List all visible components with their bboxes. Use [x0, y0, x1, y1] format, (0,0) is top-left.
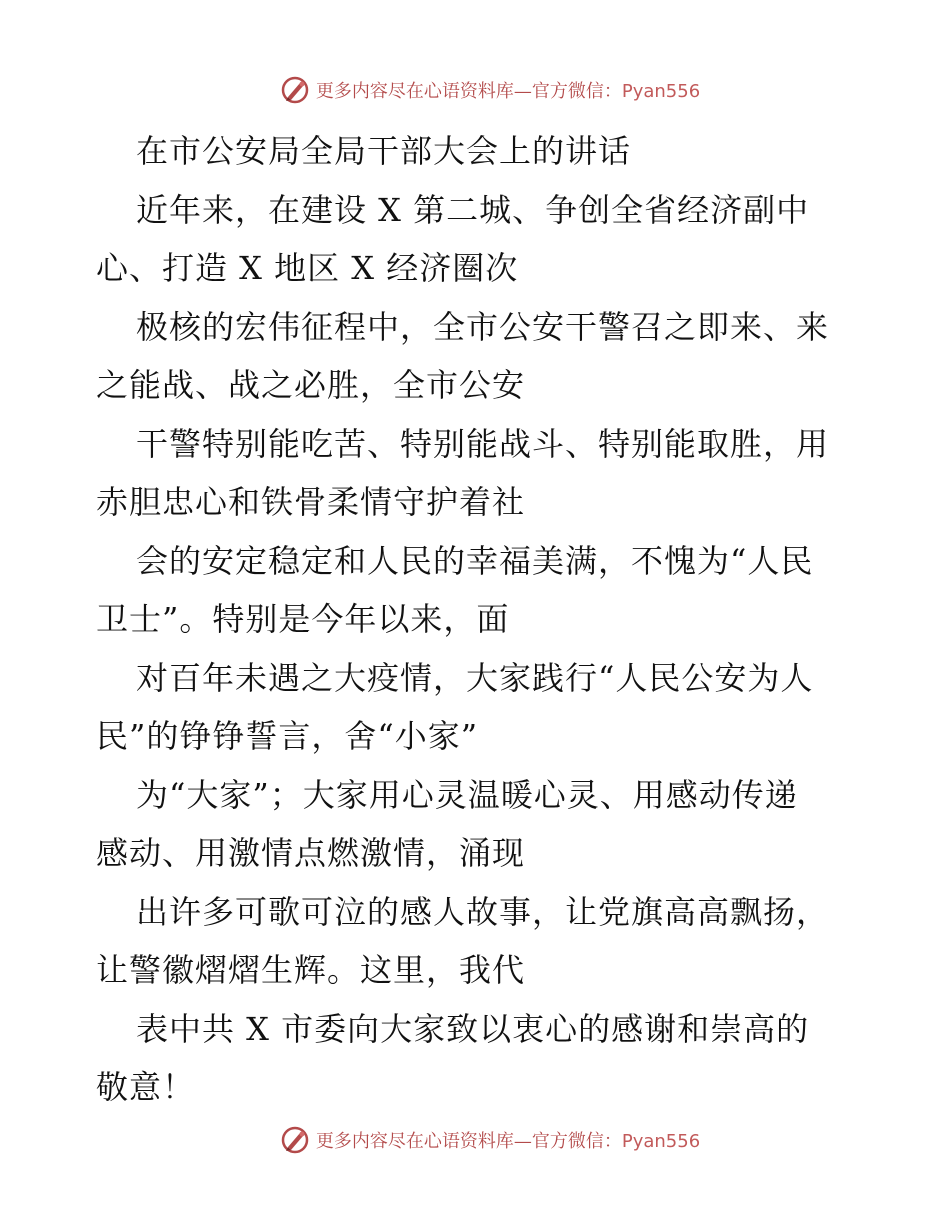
text-line: 为“大家”；大家用心灵温暖心灵、用感动传递 — [136, 775, 798, 814]
text-line: 对百年未遇之大疫情，大家践行“人民公安为人 — [136, 658, 814, 697]
text-line: 感动、用激情点燃激情，涌现 — [96, 834, 526, 872]
text-line: 赤胆忠心和铁骨柔情守护着社 — [96, 483, 526, 521]
text-line: 卫士”。特别是今年以来，面 — [96, 600, 510, 638]
text-line: 表中共 X 市委向大家致以衷心的感谢和崇高的 — [136, 1009, 810, 1048]
text-line: 之能战、战之必胜，全市公安 — [96, 366, 526, 404]
text-line: 在市公安局全局干部大会上的讲话 — [136, 132, 632, 170]
text-line: 让警徽熠熠生辉。这里，我代 — [96, 951, 526, 989]
text-line: 民”的铮铮誓言，舍“小家” — [96, 717, 479, 755]
text-line: 近年来，在建设 X 第二城、争创全省经济副中 — [136, 190, 810, 229]
footer-banner — [0, 1120, 950, 1160]
pen-logo-icon — [280, 1125, 310, 1155]
text-line: 干警特别能吃苦、特别能战斗、特别能取胜，用 — [136, 424, 830, 463]
text-line: 会的安定稳定和人民的幸福美满，不愧为“人民 — [136, 541, 814, 580]
wechat-id: Pyan556 — [621, 81, 701, 102]
banner-text: 更多内容尽在心语资料库—官方微信：Pyan556 — [315, 1131, 701, 1152]
banner-text: 更多内容尽在心语资料库—官方微信：Pyan556 — [315, 81, 701, 102]
pen-logo-icon — [280, 75, 310, 105]
document-body — [96, 122, 856, 1117]
text-line: 出许多可歌可泣的感人故事，让党旗高高飘扬， — [136, 892, 830, 931]
text-line: 心、打造 X 地区 X 经济圈次 — [96, 249, 519, 287]
header-banner — [0, 70, 950, 110]
text-line: 敬意！ — [96, 1068, 196, 1106]
text-line: 极核的宏伟征程中，全市公安干警召之即来、来 — [136, 307, 830, 346]
wechat-id: Pyan556 — [621, 1131, 701, 1152]
